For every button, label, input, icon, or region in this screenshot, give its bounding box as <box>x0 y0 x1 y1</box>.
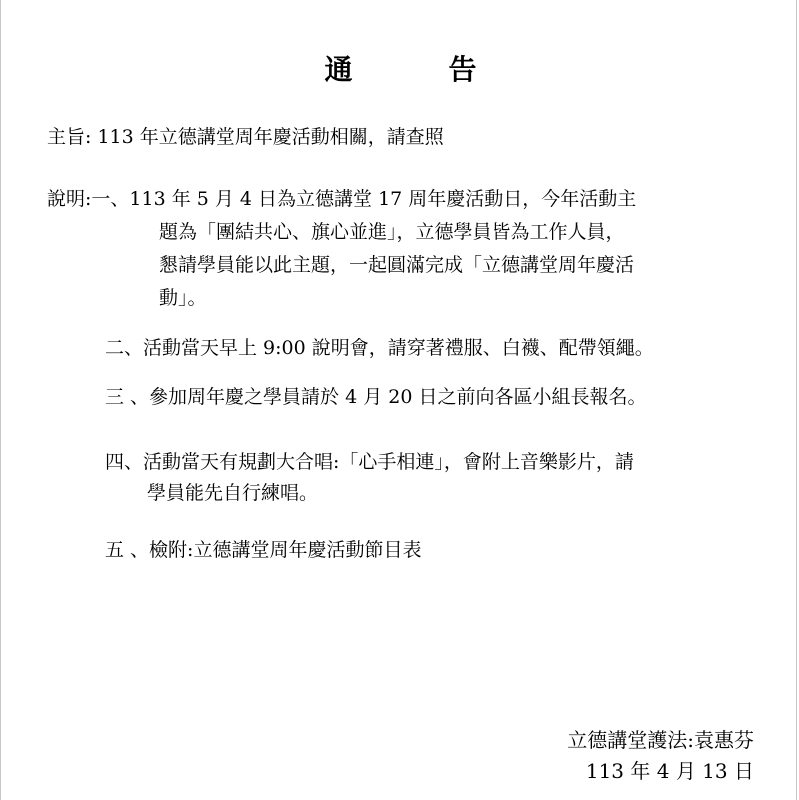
explanation-item-1-line-4: 動」。 <box>159 287 207 309</box>
notice-date: 113 年 4 月 13 日 <box>585 759 754 783</box>
explanation-item-4-line-2: 學員能先自行練唱。 <box>147 482 319 504</box>
notice-subject: 主旨: 113 年立德講堂周年慶活動相關，請查照 <box>47 126 444 148</box>
explanation-item-5: 五 、檢附:立德講堂周年慶活動節目表 <box>105 539 422 561</box>
title-char-left: 通 <box>324 53 353 86</box>
signature: 立德講堂護法:袁惠芬 <box>567 728 754 752</box>
explanation-item-1-line-2: 題為「團結共心、旗心並進」，立德學員皆為工作人員， <box>159 221 625 243</box>
explanation-item-2: 二、活動當天早上 9:00 說明會，請穿著禮服、白襪、配帶領繩。 <box>105 337 654 359</box>
explanation-item-4-line-1: 四、活動當天有規劃大合唱:「心手相連」，會附上音樂影片，請 <box>105 451 634 473</box>
explanation-item-1-line-1: 說明:一、113 年 5 月 4 日為立德講堂 17 周年慶活動日，今年活動主 <box>47 188 637 210</box>
title-char-right: 告 <box>448 53 477 86</box>
explanation-item-3: 三 、參加周年慶之學員請於 4 月 20 日之前向各區小組長報名。 <box>105 386 647 408</box>
explanation-item-1-line-3: 懇請學員能以此主題，一起圓滿完成「立德講堂周年慶活 <box>159 254 635 276</box>
notice-title <box>1 48 799 88</box>
